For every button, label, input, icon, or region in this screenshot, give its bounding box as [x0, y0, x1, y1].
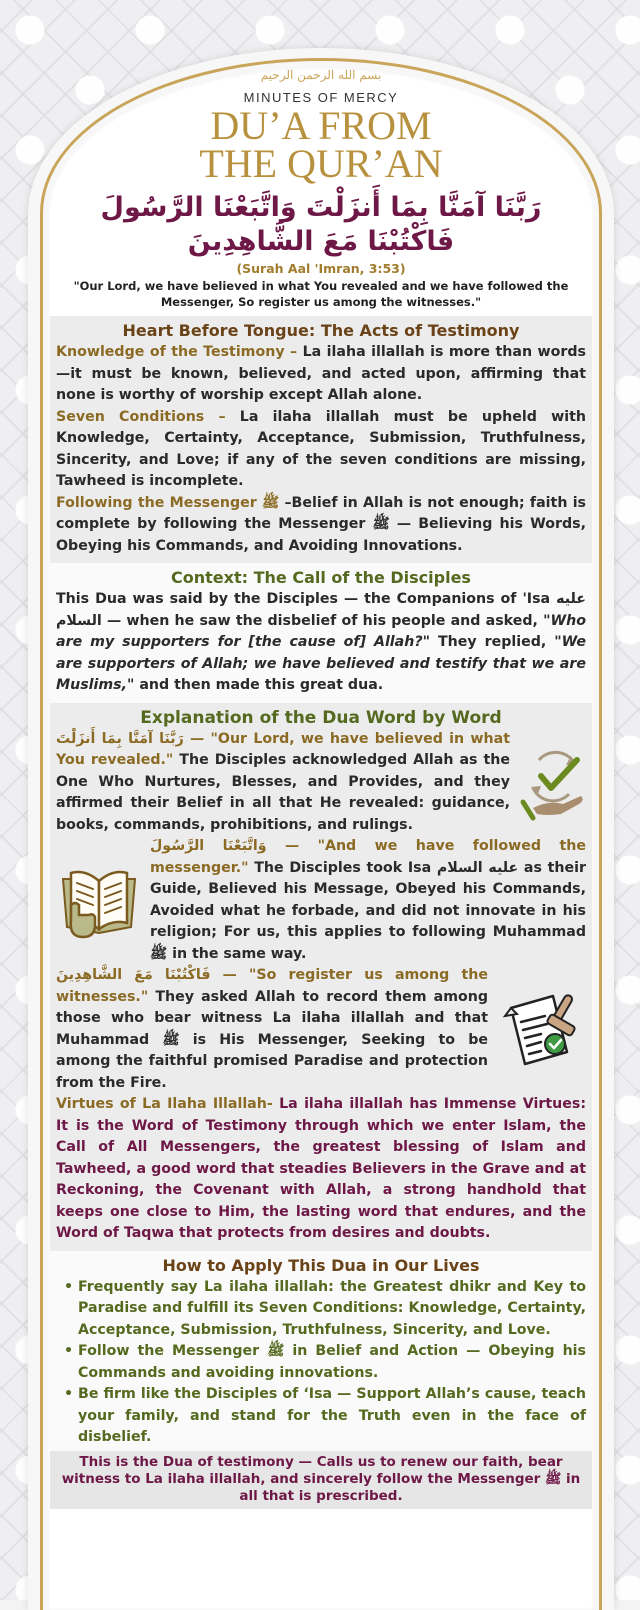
verse-arabic-line-1: رَبَّنَا آمَنَّا بِمَا أَنزَلْتَ وَاتَّبَعْنَا الرَّسُولَ: [100, 192, 542, 223]
section-title-testimony: Heart Before Tongue: The Acts of Testimony: [122, 321, 520, 340]
explanation-label: — "Our Lord, we have believed in what You revealed.": [56, 730, 510, 768]
explanation-body: The Disciples took Isa عليه السلام as their Guide, Believed his Message, Obeyed his Commands, Avoided what he forbade, and did not innovate in his religion; For us, this applies to following Muhammad ﷺ in the same way.: [150, 859, 586, 962]
apply-list-item: • Follow the Messenger ﷺ in Belief and Action — Obeying his Commands and avoiding innovations.: [66, 1341, 586, 1384]
title-line-2: THE QUR’AN: [199, 141, 443, 186]
explanation-item-text: [56, 729, 510, 837]
verse-arabic: [50, 191, 592, 259]
explanation-label: — "So register us among the witnesses.": [56, 967, 488, 1005]
context-text: and then made this great dua.: [134, 677, 384, 693]
explanation-arabic: فَاكْتُبْنَا مَعَ الشَّاهِدِينَ: [56, 967, 211, 983]
apply-list: [56, 1277, 586, 1449]
section-title-context: Context: The Call of the Disciples: [171, 568, 471, 587]
section-apply: [50, 1251, 592, 1451]
virtues-paragraph: [56, 1094, 586, 1245]
title-line-1: DU’A FROM: [210, 103, 432, 148]
context-paragraph: [56, 589, 586, 697]
context-text: They replied,: [429, 634, 555, 650]
testimony-item: [56, 342, 586, 407]
explanation-arabic: وَاتَّبَعْنَا الرَّسُولَ: [150, 838, 267, 854]
virtues-text: La ilaha illallah has Immense Virtues: It is the Word of Testimony through which we enter Islam, the Call of All Messengers, the greatest blessing of Islam and Tawheed, a good word that steadies Believers in the Grave and at Reckoning, the Covenant with Allah, a strong handhold that keeps one close to Him, the lasting word that endures, and the Word of Taqwa that protects from desires and doubts.: [56, 1096, 586, 1241]
explanation-label: — "And we have followed the messenger.": [150, 838, 586, 876]
section-testimony: [50, 316, 592, 563]
explanation-item: [56, 729, 586, 837]
explanation-item-text: [150, 836, 586, 965]
testimony-item-label: Knowledge of the Testimony –: [56, 344, 298, 360]
context-quote: "We are supporters of Allah; we have believed and testify that we are Muslims,": [56, 634, 586, 693]
verse-arabic-line-2: فَاكْتُبْنَا مَعَ الشَّاهِدِينَ: [187, 226, 455, 257]
testimony-item-label: Seven Conditions –: [56, 408, 226, 425]
testimony-item: [56, 493, 586, 558]
apply-list-item: • Be firm like the Disciples of ‘Isa — Support Allah’s cause, teach your family, and stand for the Truth even in the face of disbelief.: [66, 1384, 586, 1449]
testimony-item-text: La ilaha illallah must be upheld with Knowledge, Certainty, Acceptance, Submission, Truthfulness, Sincerity, and Love; if any of the seven conditions are missing, Tawheed is incomplete.: [56, 408, 586, 489]
closing-statement: This is the Dua of testimony — Calls us to renew our faith, bear witness to La ilaha illallah, and sincerely follow the Messenger ﷺ in all that is prescribed.: [50, 1451, 592, 1509]
virtues-label: Virtues of La Ilaha Illallah-: [56, 1096, 273, 1112]
verse-translation: "Our Lord, we have believed in what You revealed and we have followed the Messenger, So register us among the witnesses.": [73, 279, 569, 309]
context-quote: "Who are my supporters for [the cause of] Allah?": [56, 612, 586, 650]
testimony-item-text: La ilaha illallah is more than words—it must be known, believed, and acted upon, affirming that none is worthy of worship except Allah alone.: [56, 344, 586, 403]
testimony-item-label: Following the Messenger ﷺ: [56, 494, 280, 511]
explanation-item: [56, 836, 586, 965]
explanation-arabic: رَبَّنَا آمَنَّا بِمَا أَنزَلْتَ: [56, 730, 184, 747]
verse-reference: (Surah Aal 'Imran, 3:53): [236, 261, 406, 276]
apply-list-item: • Frequently say La ilaha illallah: the Greatest dhikr and Key to Paradise and fulfill its Seven Conditions: Knowledge, Certainty, Acceptance, Submission, Truthfulness, Sincerity, and Love.: [66, 1277, 586, 1342]
explanation-body: The Disciples acknowledged Allah as the One Who Nurtures, Blesses, and Provides, and they affirmed their Belief in all that He revealed: guidance, books, commands, prohibitions, and rulings.: [56, 752, 510, 833]
bismillah-calligraphy: بسم الله الرحمن الرحيم: [260, 68, 382, 82]
context-text: This Dua was said by the Disciples — the Companions of 'Isa عليه السلام — when he saw the disbelief of his people and asked,: [56, 591, 586, 629]
testimony-item-text: –Belief in Allah is not enough; faith is complete by following the Messenger ﷺ — Believing his Words, Obeying his Commands, and Avoiding Innovations.: [56, 494, 586, 554]
explanation-item: [56, 965, 586, 1094]
poster-content: [50, 60, 592, 1600]
stamped-document-icon: [496, 988, 586, 1072]
page-title: [50, 103, 592, 186]
brand-name: MINUTES OF MERCY: [243, 90, 399, 105]
explanation-item-text: [56, 965, 488, 1094]
section-context: [50, 563, 592, 703]
section-title-explanation: Explanation of the Dua Word by Word: [140, 707, 502, 728]
open-book-icon: [56, 859, 142, 943]
section-explanation: [50, 703, 592, 1251]
hand-check-icon: [518, 742, 586, 822]
testimony-item: [56, 407, 586, 493]
explanation-body: They asked Allah to record them among those who bear witness La ilaha illallah and that Muhammad ﷺ is His Messenger, Seeking to be among the faithful promised Paradise and protection from the Fire.: [56, 988, 488, 1091]
section-title-apply: How to Apply This Dua in Our Lives: [162, 1255, 480, 1275]
